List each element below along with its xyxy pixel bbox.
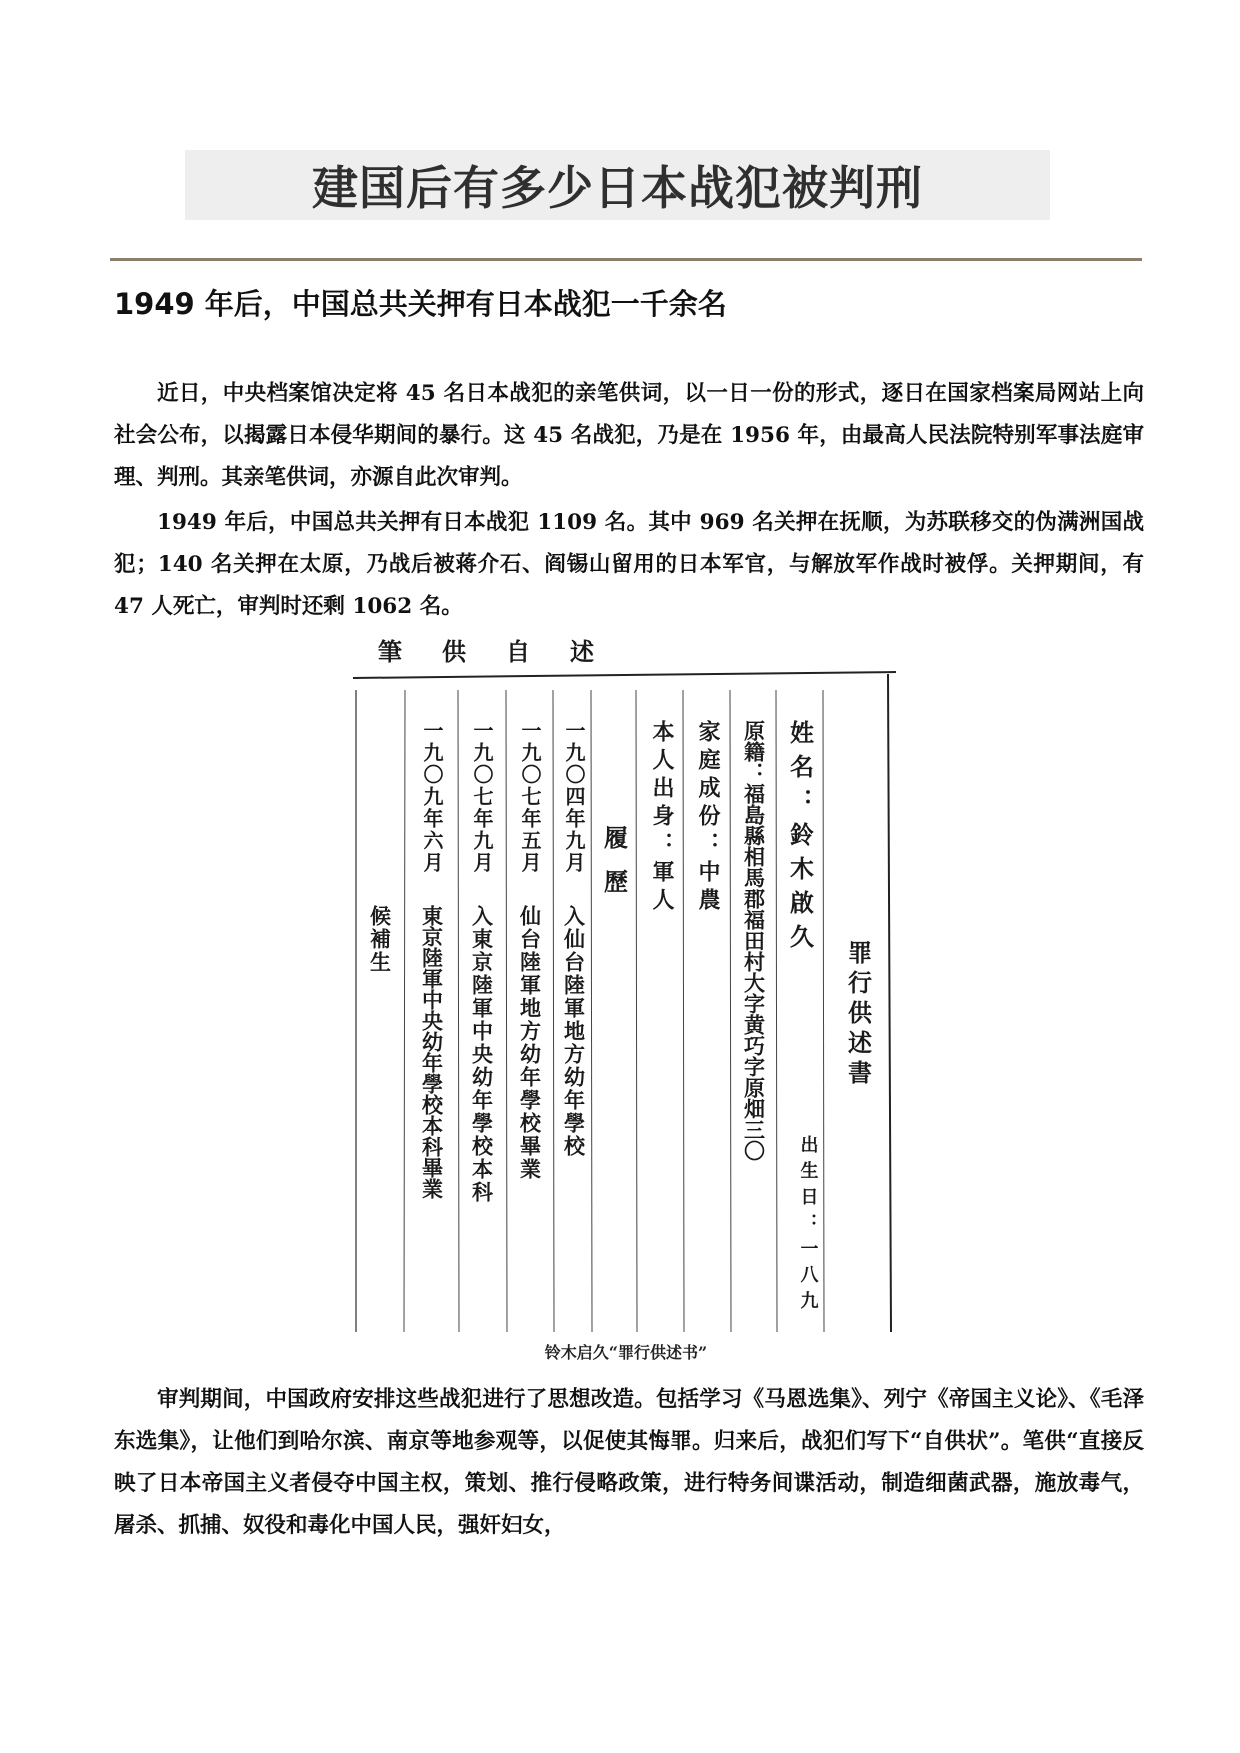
resume-text-1: 入仙台陸軍地方幼年學校 <box>561 905 587 1158</box>
paragraph-2: 1949 年后，中国总共关押有日本战犯 1109 名。其中 969 名关押在抚顺，为苏联移交的伪满洲国战犯；140 名关押在太原，乃战后被蒋介石、阎锡山留用的日本军官，与解放军作战时被俘。关押期间，有 47 人死亡，审判时还剩 1062 名。 <box>114 510 1144 619</box>
doc-name: 姓名：鈴木啟久 <box>785 720 815 958</box>
section-heading: 1949 年后，中国总共关押有日本战犯一千余名 <box>114 287 727 321</box>
figure-caption: 铃木启久“罪行供述书” <box>544 1343 708 1362</box>
doc-status: 本人出身：軍人 <box>649 720 675 916</box>
doc-birth: 出生日：一八九 <box>797 1135 819 1317</box>
resume-date-2: 一九〇七年五月 <box>518 720 542 874</box>
resume-text-4: 東京陸軍中央幼年學校本科畢業 <box>419 905 445 1199</box>
doc-family: 家庭成份：中農 <box>695 720 721 916</box>
resume-text-2: 仙台陸軍地方幼年學校畢業 <box>517 905 543 1181</box>
doc-resume: 履歷 <box>599 825 629 913</box>
divider <box>110 258 1142 261</box>
resume-date-1: 一九〇四年九月 <box>562 720 586 874</box>
doc-title: 罪行供述書 <box>843 940 873 1090</box>
page-title: 建国后有多少日本战犯被判刑 <box>312 161 923 215</box>
resume-date-4: 一九〇九年六月 <box>420 720 444 874</box>
doc-origin: 原籍：福島縣相馬郡福田村大字黄巧字原畑三〇 <box>741 720 767 1161</box>
resume-date-3: 一九〇七年九月 <box>470 720 494 874</box>
paragraph-3: 审判期间，中国政府安排这些战犯进行了思想改造。包括学习《马恩选集》、列宁《帝国主义论》、《毛泽东选集》，让他们到哈尔滨、南京等地参观等，以促使其悔罪。归来后，战犯们写下“自供状”。笔供“直接反映了日本帝国主义者侵夺中国主权，策划、推行侵略政策，进行特务间谍活动，制造细菌武器，施放毒气，屠杀、抓捕、奴役和毒化中国人民，强奸妇女， <box>114 1387 1144 1538</box>
confession-document-image <box>348 630 904 1332</box>
resume-last-entry: 候補生 <box>367 905 393 974</box>
paragraph-1: 近日，中央档案馆决定将 45 名日本战犯的亲笔供词，以一日一份的形式，逐日在国家档案局网站上向社会公布，以揭露日本侵华期间的暴行。这 45 名战犯，乃是在 1956 年，由最高人民法院特别军事法庭审理、判刑。其亲笔供词，亦源自此次审判。 <box>114 381 1144 490</box>
resume-text-3: 入東京陸軍中央幼年學校本科 <box>469 905 495 1204</box>
title-band <box>185 150 1050 220</box>
figure-header: 筆供自述 <box>378 637 634 666</box>
